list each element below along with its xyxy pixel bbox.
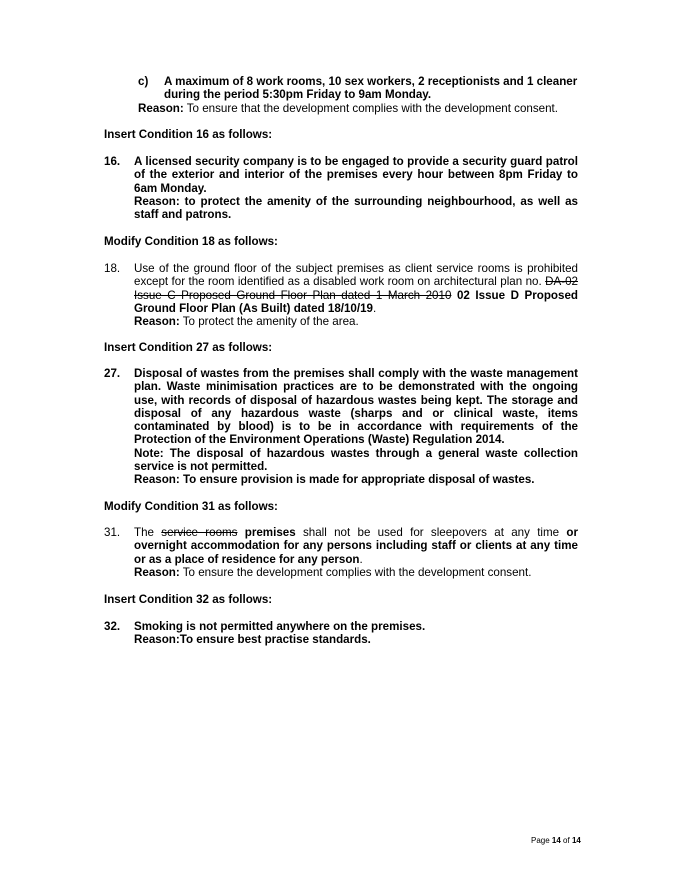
condition-reason: Reason:To ensure best practise standards. [134,633,371,647]
condition-number: 18. [104,262,121,275]
page-label: Page [531,836,552,845]
condition-32 [104,620,578,647]
text-part: Use of the ground floor of the subject premises as client service rooms is prohibited except for the room identified as a disabled work room on architectural plan no. [134,262,578,289]
condition-number: 32. [104,620,121,633]
condition-number: 16. [104,155,121,168]
condition-reason: Reason: to protect the amenity of the surrounding neighbourhood, as well as staff and patrons. [134,194,578,222]
condition-number: 27. [104,367,121,380]
inserted-text: 02 Issue D Proposed Ground Floor Plan (As Built) dated 18/10/19 [134,288,578,315]
item-label: c) [138,75,149,88]
item-text: A maximum of 8 work rooms, 10 sex workers, 2 receptionists and 1 cleaner during the period 5:30pm Friday to 9am Monday. [164,75,578,102]
condition-reason [134,566,578,579]
inserted-text: or overnight accommodation for any persons including staff or clients at any time or as a place of residence for any person [134,526,578,566]
text-part: The [134,526,162,539]
condition-text: A licensed security company is to be engaged to provide a security guard patrol of the exterior and interior of the premises every hour between 8pm Friday to 6am Monday. [134,155,578,195]
reason-label: Reason: [138,102,184,115]
inserted-text: premises [237,526,296,539]
reason-label: Reason: [134,565,180,579]
condition-item-c [138,75,582,102]
text-part: shall not be used for sleepovers at any time [295,526,560,539]
condition-number: 31. [104,526,121,539]
text-end: . [373,301,377,315]
condition-16 [104,155,578,221]
page-footer [531,836,581,846]
heading-condition-16: Insert Condition 16 as follows: [104,128,273,141]
page-of: of [560,836,572,845]
condition-27 [104,367,578,487]
item-c-reason [138,102,558,115]
page-total: 14 [571,836,581,845]
condition-reason [134,315,578,328]
heading-condition-31: Modify Condition 31 as follows: [104,500,278,513]
condition-31 [104,526,578,579]
condition-text [134,262,578,315]
deleted-text: DA-02 Issue C Proposed Ground Floor Plan dated 1 March 2010 [134,275,578,302]
heading-condition-18: Modify Condition 18 as follows: [104,235,278,248]
condition-18 [104,262,578,328]
page-number: 14 [551,836,561,845]
heading-condition-27: Insert Condition 27 as follows: [104,341,273,354]
condition-text [134,526,578,566]
deleted-text: service rooms [161,526,238,539]
reason-text: To ensure that the development complies with the development consent. [183,102,558,115]
reason-text: To protect the amenity of the area. [179,315,359,329]
text-end: . [359,552,363,566]
reason-label: Reason: [134,315,180,329]
condition-note: Note: The disposal of hazardous wastes through a general waste collection service is not permitted. [134,446,578,474]
condition-text: Disposal of wastes from the premises shall comply with the waste management plan. Waste minimisation practices are to be demonstrated with the ongoing use, with records of disposal of hazardous wastes being kept. The storage and disposal of any hazardous waste (sharps and or clinical waste, items contaminated by blood) is to be in accordance with requirements of the Protection of the Environment Operations (Waste) Regulation 2014. [134,367,578,447]
reason-text: To ensure the development complies with the development consent. [179,565,532,579]
condition-text: Smoking is not permitted anywhere on the premises. [134,620,426,633]
condition-reason: Reason: To ensure provision is made for appropriate disposal of wastes. [134,473,535,487]
heading-condition-32: Insert Condition 32 as follows: [104,593,273,606]
